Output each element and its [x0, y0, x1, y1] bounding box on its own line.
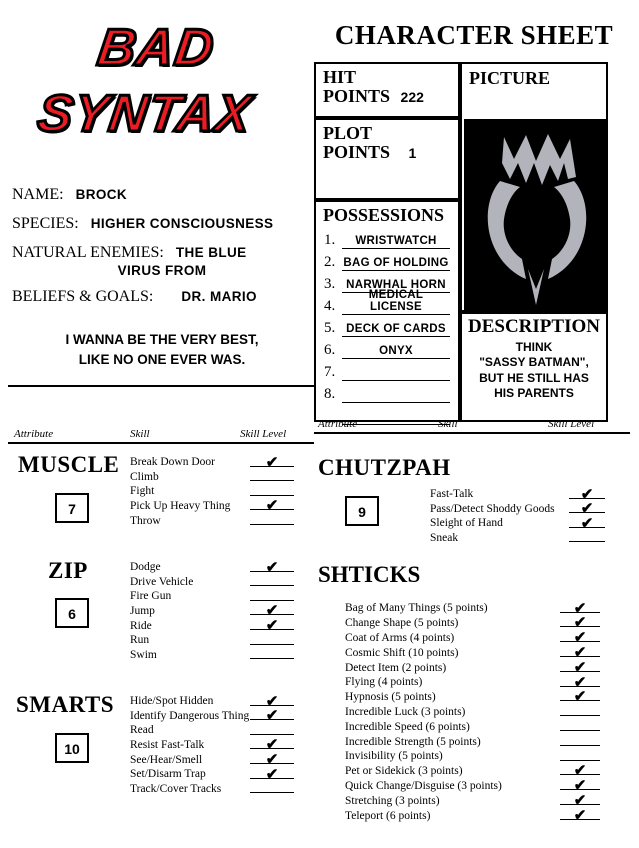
name-label: NAME:: [12, 186, 64, 203]
check-icon: ✔: [580, 514, 594, 532]
list-item[interactable]: [324, 289, 450, 315]
check-icon: ✔: [573, 762, 587, 780]
shtick-label: Teleport (6 points): [345, 809, 431, 822]
skill-label: Identify Dangerous Thing: [130, 709, 250, 722]
shtick-row[interactable]: [345, 734, 605, 749]
logo-line-2: SYNTAX: [34, 85, 256, 143]
shtick-mark[interactable]: [560, 675, 600, 690]
shtick-label: Invisibility (5 points): [345, 750, 443, 763]
shtick-row[interactable]: [345, 631, 605, 646]
hit-points-box: [314, 62, 460, 118]
check-icon: ✔: [265, 750, 279, 768]
shtick-rule: [560, 715, 600, 716]
plot-points-box: [314, 118, 460, 200]
attribute-name-zip: ZIP: [48, 558, 88, 583]
possessions-box: [314, 200, 460, 422]
plot-points-label-line1: PLOT: [323, 123, 373, 143]
skill-level-mark[interactable]: [250, 470, 294, 485]
skill-list-smarts: [130, 694, 300, 796]
list-item[interactable]: [324, 227, 450, 249]
skill-label: Climb: [130, 470, 159, 483]
possession-number: 6.: [324, 342, 336, 358]
plot-points-value[interactable]: 1: [408, 144, 417, 161]
possessions-list: [316, 227, 458, 425]
skill-rule: [250, 644, 294, 645]
shtick-row[interactable]: [345, 616, 605, 631]
possession-number: 3.: [324, 276, 336, 292]
check-icon: ✔: [265, 602, 279, 620]
shtick-label: Quick Change/Disguise (3 points): [345, 779, 502, 792]
skill-row[interactable]: [130, 499, 300, 514]
hit-points-label-text: POINTS: [323, 85, 391, 106]
shtick-mark[interactable]: [560, 779, 600, 794]
possession-value[interactable]: NARWHAL HORN: [342, 279, 450, 293]
skill-label: Throw: [130, 514, 161, 527]
skill-level-mark[interactable]: [250, 709, 294, 724]
shtick-mark[interactable]: [560, 631, 600, 646]
right-header-skill: Skill: [438, 418, 458, 430]
motto: [12, 330, 312, 369]
possession-value[interactable]: BAG OF HOLDING: [343, 257, 449, 269]
possession-number: 1.: [324, 232, 336, 248]
skill-label: Fire Gun: [130, 590, 172, 603]
skill-row[interactable]: [130, 618, 300, 633]
left-columns-divider: [8, 442, 314, 444]
description-line: HIS PARENTS: [494, 386, 574, 401]
hit-points-value[interactable]: 222: [400, 88, 424, 105]
motto-line-2: LIKE NO ONE EVER WAS.: [78, 351, 246, 367]
left-header-skill-level: Skill Level: [240, 428, 287, 440]
shticks-list: [345, 601, 605, 823]
beliefs-value: DR. MARIO: [181, 289, 257, 304]
possession-value[interactable]: [342, 423, 450, 425]
check-icon: ✔: [573, 644, 587, 662]
shtick-row[interactable]: [345, 660, 605, 675]
skill-row[interactable]: [130, 633, 300, 648]
attribute-value-smarts[interactable]: 10: [55, 733, 89, 763]
picture-label: PICTURE: [469, 68, 551, 88]
skill-row[interactable]: [130, 470, 300, 485]
skill-label: Resist Fast-Talk: [130, 739, 205, 752]
skill-rule: [250, 495, 294, 496]
skill-row[interactable]: [130, 767, 300, 782]
shtick-row[interactable]: [345, 779, 605, 794]
skill-rule: [250, 734, 294, 735]
shticks-title: SHTICKS: [318, 562, 421, 587]
attribute-name-smarts: SMARTS: [16, 692, 115, 717]
list-item[interactable]: [324, 381, 450, 403]
skill-level-mark[interactable]: [569, 516, 605, 531]
page-title: CHARACTER SHEET: [334, 20, 614, 50]
skill-label: Set/Disarm Trap: [130, 768, 206, 781]
skill-row[interactable]: [130, 709, 300, 724]
shtick-label: Incredible Strength (5 points): [345, 735, 481, 748]
skill-level-mark[interactable]: [569, 531, 605, 546]
shtick-label: Incredible Luck (3 points): [345, 705, 466, 718]
possession-value[interactable]: [342, 401, 450, 403]
shtick-mark[interactable]: [560, 660, 600, 675]
skill-label: Drive Vehicle: [130, 575, 194, 588]
shtick-mark[interactable]: [560, 764, 600, 779]
motto-line-1: I WANNA BE THE VERY BEST,: [65, 332, 259, 347]
shtick-row[interactable]: [345, 690, 605, 705]
check-icon: ✔: [573, 629, 587, 647]
skill-label: Break Down Door: [130, 456, 215, 469]
skill-level-mark[interactable]: [250, 513, 294, 528]
enemies-value-2: VIRUS FROM: [117, 263, 207, 278]
species-label: SPECIES:: [12, 215, 79, 232]
skill-label: Read: [130, 724, 154, 737]
skill-level-mark[interactable]: [250, 575, 294, 590]
skill-label: Fast-Talk: [430, 488, 474, 501]
check-icon: ✔: [573, 688, 587, 706]
shtick-label: Flying (4 points): [345, 676, 423, 689]
shtick-label: Coat of Arms (4 points): [345, 631, 455, 644]
skill-label: Pass/Detect Shoddy Goods: [430, 502, 555, 515]
description-line: THINK: [515, 340, 553, 354]
skill-rule: [250, 658, 294, 659]
check-icon: ✔: [265, 692, 279, 710]
attribute-name-chutzpah: CHUTZPAH: [318, 455, 451, 480]
skill-level-mark[interactable]: [250, 455, 294, 470]
attribute-value-zip[interactable]: 6: [55, 598, 89, 628]
shtick-row[interactable]: [345, 749, 605, 764]
shtick-row[interactable]: [345, 719, 605, 734]
shtick-label: Change Shape (5 points): [345, 617, 459, 630]
shtick-mark[interactable]: [560, 705, 600, 720]
left-header-skill: Skill: [130, 428, 150, 440]
skill-rule: [250, 524, 294, 525]
skill-level-mark[interactable]: [250, 633, 294, 648]
hit-points-label-line1: HIT: [323, 67, 357, 87]
skill-label: Dodge: [130, 561, 161, 574]
skill-list-muscle: [130, 455, 300, 528]
description-box: [460, 312, 608, 422]
check-icon: ✔: [265, 497, 279, 515]
species-row: [12, 215, 312, 233]
shtick-label: Detect Item (2 points): [345, 661, 447, 674]
list-item[interactable]: [324, 359, 450, 381]
shtick-row[interactable]: [345, 601, 605, 616]
shtick-label: Pet or Sidekick (3 points): [345, 765, 463, 778]
description-line: "SASSY BATMAN",: [479, 355, 589, 370]
skill-level-mark[interactable]: [250, 618, 294, 633]
enemies-label: NATURAL ENEMIES:: [12, 244, 164, 261]
shtick-mark[interactable]: [560, 734, 600, 749]
possession-value[interactable]: MEDICAL LICENSE: [342, 289, 450, 315]
shtick-mark[interactable]: [560, 601, 600, 616]
shtick-row[interactable]: [345, 705, 605, 720]
portrait-art: [464, 119, 608, 310]
possession-number: 2.: [324, 254, 336, 270]
shtick-row[interactable]: [345, 793, 605, 808]
attribute-value-muscle[interactable]: 7: [55, 493, 89, 523]
enemies-value-second-line-wrap: [12, 262, 312, 280]
bad-syntax-logo: [10, 14, 300, 174]
skill-level-mark[interactable]: [250, 767, 294, 782]
skill-level-mark[interactable]: [250, 560, 294, 575]
attribute-value-chutzpah[interactable]: 9: [345, 496, 379, 526]
skill-rule: [250, 480, 294, 481]
right-header-attribute: Attribute: [318, 418, 358, 430]
shtick-label: Cosmic Shift (10 points): [345, 646, 459, 659]
skill-label: Hide/Spot Hidden: [130, 695, 214, 708]
description-line: BUT HE STILL HAS: [479, 370, 589, 385]
plot-points-label-line2: [316, 143, 458, 162]
shtick-label: Bag of Many Things (5 points): [345, 602, 488, 615]
skill-row[interactable]: [430, 516, 605, 531]
description-label: DESCRIPTION: [468, 316, 600, 337]
shtick-mark[interactable]: [560, 808, 600, 823]
skill-label: Fight: [130, 485, 155, 498]
shtick-mark[interactable]: [560, 690, 600, 705]
skill-level-mark[interactable]: [250, 499, 294, 514]
check-icon: ✔: [573, 777, 587, 795]
possession-value[interactable]: DECK OF CARDS: [342, 323, 450, 337]
skill-label: Pick Up Heavy Thing: [130, 500, 231, 513]
shtick-row[interactable]: [345, 675, 605, 690]
check-icon: ✔: [265, 616, 279, 634]
check-icon: ✔: [573, 673, 587, 691]
check-icon: ✔: [265, 765, 279, 783]
shtick-rule: [560, 745, 600, 746]
beliefs-row: [12, 288, 312, 306]
left-header-attribute: Attribute: [14, 428, 54, 440]
shtick-mark[interactable]: [560, 719, 600, 734]
skill-row[interactable]: [130, 648, 300, 663]
right-header-skill-level: Skill Level: [548, 418, 595, 430]
skill-label: Swim: [130, 648, 157, 661]
attribute-name-muscle: MUSCLE: [18, 452, 120, 477]
skill-row[interactable]: [130, 782, 300, 797]
skill-row[interactable]: [130, 575, 300, 590]
skill-list-chutzpah: [430, 487, 605, 545]
check-icon: ✔: [573, 792, 587, 810]
shtick-row[interactable]: [345, 645, 605, 660]
skill-list-zip: [130, 560, 300, 662]
description-text: [462, 338, 606, 401]
list-item[interactable]: [324, 337, 450, 359]
skill-label: Sneak: [430, 532, 459, 545]
logo-line-1: BAD: [94, 19, 218, 77]
skill-label: Sleight of Hand: [430, 517, 503, 530]
possession-number: 8.: [324, 386, 336, 402]
portrait-illustration: [464, 119, 608, 310]
possession-value[interactable]: [342, 379, 450, 381]
possession-value[interactable]: WRISTWATCH: [342, 235, 450, 249]
skill-level-mark[interactable]: [250, 782, 294, 797]
shtick-mark[interactable]: [560, 645, 600, 660]
skill-label: Run: [130, 634, 150, 647]
possession-number: 5.: [324, 320, 336, 336]
right-columns-divider: [314, 432, 630, 434]
check-icon: ✔: [573, 806, 587, 824]
plot-points-label-text: POINTS: [323, 141, 391, 162]
skill-rule: [250, 585, 294, 586]
shtick-label: Hypnosis (5 points): [345, 691, 436, 704]
shtick-label: Incredible Speed (6 points): [345, 720, 470, 733]
beliefs-label: BELIEFS & GOALS:: [12, 288, 154, 305]
name-value: BROCK: [75, 187, 128, 202]
skill-row[interactable]: [130, 513, 300, 528]
skill-row[interactable]: [430, 502, 605, 517]
enemies-row: [12, 244, 312, 262]
skill-label: Jump: [130, 605, 155, 618]
possessions-label: POSSESSIONS: [323, 205, 445, 225]
skill-row[interactable]: [130, 560, 300, 575]
check-icon: ✔: [573, 599, 587, 617]
species-value: HIGHER CONSCIOUSNESS: [90, 216, 274, 231]
picture-box: [460, 62, 608, 312]
enemies-value: THE BLUE: [175, 245, 247, 260]
character-info: [12, 186, 312, 308]
check-icon: ✔: [265, 736, 279, 754]
shtick-rule: [560, 760, 600, 761]
skill-rule: [569, 541, 605, 542]
possession-number: 4.: [324, 298, 336, 314]
hit-points-label-line2: [316, 87, 458, 106]
check-icon: ✔: [573, 614, 587, 632]
skill-row[interactable]: [430, 531, 605, 546]
shtick-row[interactable]: [345, 764, 605, 779]
shtick-rule: [560, 730, 600, 731]
check-icon: ✔: [265, 707, 279, 725]
skill-label: See/Hear/Smell: [130, 753, 203, 766]
skill-row[interactable]: [430, 487, 605, 502]
skill-label: Ride: [130, 619, 152, 632]
left-divider: [8, 385, 314, 387]
possession-number: 7.: [324, 364, 336, 380]
check-icon: ✔: [580, 485, 594, 503]
shtick-mark[interactable]: [560, 793, 600, 808]
name-row: [12, 186, 312, 204]
skill-label: Track/Cover Tracks: [130, 782, 222, 795]
possession-value[interactable]: ONYX: [342, 345, 450, 359]
check-icon: ✔: [580, 500, 594, 518]
shtick-mark[interactable]: [560, 749, 600, 764]
skill-row[interactable]: [130, 455, 300, 470]
check-icon: ✔: [573, 658, 587, 676]
shtick-row[interactable]: [345, 808, 605, 823]
shtick-label: Stretching (3 points): [345, 794, 440, 807]
list-item[interactable]: [324, 315, 450, 337]
check-icon: ✔: [265, 558, 279, 576]
skill-rule: [250, 792, 294, 793]
list-item[interactable]: [324, 249, 450, 271]
skill-level-mark[interactable]: [250, 648, 294, 663]
shtick-mark[interactable]: [560, 616, 600, 631]
check-icon: ✔: [265, 453, 279, 471]
skill-rule: [250, 600, 294, 601]
